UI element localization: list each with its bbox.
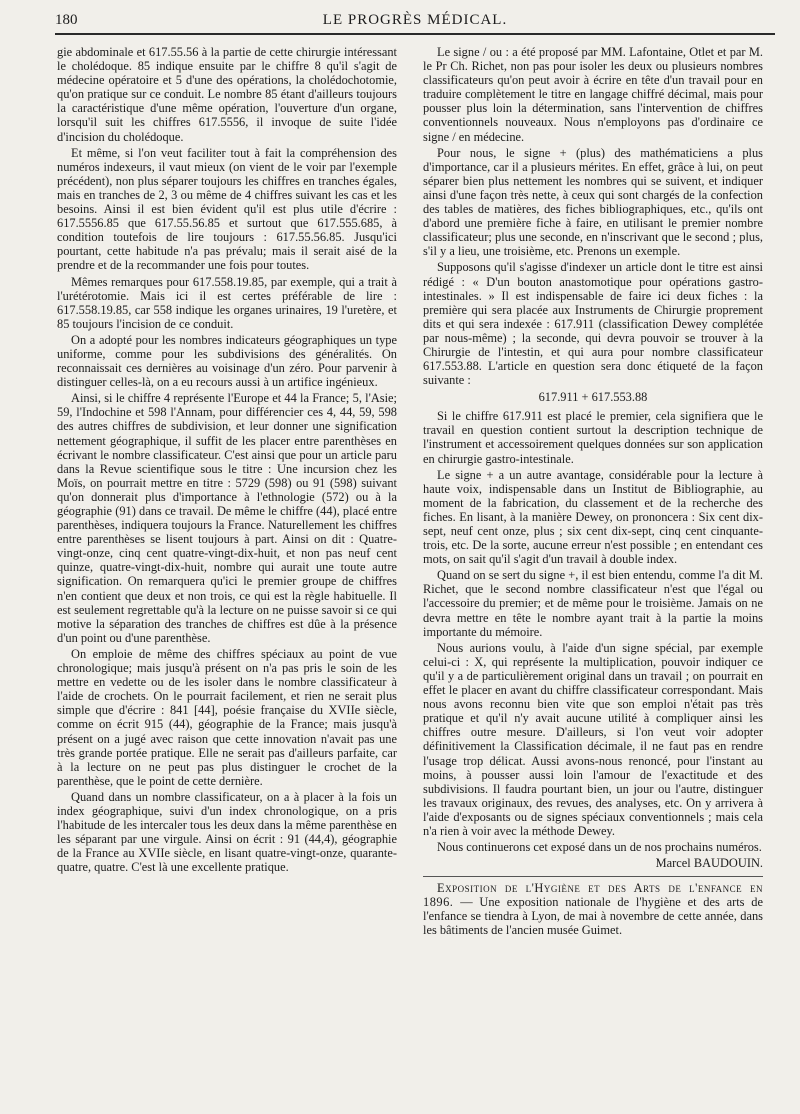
paragraph: Ainsi, si le chiffre 4 représente l'Europe et 44 la France; 5, l'Asie; 59, l'Indochine et 598 l'Annam, pour différencier ces 4, 44, 59, 598 des autres chiffres de subdivision, et leur donner une signification nettement géographique, il suffit de les placer entre parenthèses en écrivant le nombre classificateur. C'est ainsi que pour un article paru dans la Revue scientifique sous le titre : Une incursion chez les Moïs, on pourrait mettre en titre : 5729 (598) ou 91 (598) suivant qu'on donnerait plus d'importance à l'ethnologie (572) ou à la géographie (91) dans ce travail. De même le chiffre (44), placé entre parenthèses, indiquera toujours la France. Naturellement les chiffres entre parenthèses se lisent toujours à part. Ainsi on dit : Quatre-vingt-onze, cinq cent quatre-vingt-dix-huit, et non pas neuf cent quinze, quatre-vingt-dix-huit, nombre qui aurait une toute autre signification. On remarquera qu'ici le premier groupe de chiffres n'en contient que deux et non trois, ce qui est la règle habituelle. Il est seulement regrettable qu'à la lecture on ne puisse savoir si ce qui motive la séparation des tranches de chiffres est dûe à la présence d'un point ou d'une parenthèse. — [57, 391, 397, 645]
paragraph: Quand dans un nombre classificateur, on a à placer à la fois un index géographique, suivi d'un index chronologique, on a pris l'habitude de les intercaler tous les deux dans la même parenthèse en les séparant par une virgule. Ainsi on écrit : 91 (44,4), géographie de la France au XVIIe siècle, en lisant quatre-vingt-onze, quarante-quatre, quatre. C'est là une excellente pratique. — [57, 789, 397, 875]
notice-text: — Une exposition nationale de l'hygiène et des arts de l'enfance se tiendra à Lyon, de mai à novembre de cette année, dans les bâtiments de l'ancien musée Guimet. — [423, 895, 763, 938]
paragraph: Pour nous, le signe + (plus) des mathématiciens a plus d'importance, car il a plusieurs mérites. En effet, grâce à lui, on peut séparer bien plus nettement les nombres qui se suivent, et indiquer ainsi d'une façon très nette, à ceux qui sont chargés de la confection des tables de matières, des fiches bibliographiques, etc., qu'ils ont d'abord une première fiche à faire, en utilisant le premier nombre classificateur; plus une seconde, en n'inscrivant que le second ; plus, s'il y a lieu, une troisième, etc. Prenons un exemple. — [423, 145, 763, 259]
header-rule — [55, 33, 775, 35]
paragraph: Le signe / ou : a été proposé par MM. Lafontaine, Otlet et par M. le Pr Ch. Richet, non pas pour isoler les deux ou plusieurs nombres classificateurs qu'on peut avoir à écrire en tête d'un travail pour en traduire complètement le titre en langage chiffré décimal, mais pour pousser plus loin la détermination, sans l'intervention de chiffres conventionnels nouveaux. Nous n'employons pas d'ordinaire ce signe / en médecine. — [423, 45, 763, 144]
paragraph: Si le chiffre 617.911 est placé le premier, cela signifiera que le travail en question contient surtout la description technique de l'instrument et accessoirement quelques données sur son application en chirurgie gastro-intestinale. — [423, 409, 763, 466]
paragraph: gie abdominale et 617.55.56 à la partie de cette chirurgie intéressant le cholédoque. 85 indique ensuite par le chiffre 8 qu'il s'agit de médecine opératoire et 5 d'une des opérations, la cholédochotomie, qu'on pratique sur ce conduit. Le nombre 85 étant d'ailleurs toujours la caractéristique d'une même opération, l'ouverture d'un organe, lorsqu'il suit les chiffres 617.5556, il invoque de suite l'idée d'incision du cholédoque. — [57, 45, 397, 144]
page-header — [55, 10, 775, 34]
running-title: LE PROGRÈS MÉDICAL. — [322, 12, 508, 28]
notice-title: Exposition de l'Hygiène et des Arts de l'enfance en 1896. — [423, 881, 763, 910]
right-column — [423, 45, 763, 940]
paragraph: Et même, si l'on veut faciliter tout à fait la compréhension des numéros indexeurs, il vaut mieux (on vient de le voir par l'exemple précédent), non plus séparer toujours les chiffres en tranches égales, mais en tranches de 2, 3 ou même de 4 chiffres suivant les cas et les besoins. Ainsi il est bien évident qu'il est plus utile d'écrire : 617.5556.85 que 617.55.56.85 et surtout que 617.555.685, à condition toutefois de lire toujours : 617.55.56.85. Jusqu'ici pourtant, cette habitude n'a pas prévalu; mais il serait aisé de la prendre et de la recommander une fois pour toutes. — [57, 145, 397, 273]
notice-divider — [423, 876, 763, 877]
paragraph: Nous aurions voulu, à l'aide d'un signe spécial, par exemple celui-ci : X, qui représente la multiplication, pouvoir indiquer ce qu'il y a de particulièrement original dans un travail ; on pourrait en effet le placer en avant du chiffre classificateur correspondant. Mais nous avons reconnu bien vite que son emploi n'était pas très pratique et qu'il n'y avait aucune utilité à compliquer ainsi les chiffres outre mesure. D'ailleurs, si l'on veut voir adopter définitivement la Classification décimale, il ne faut pas en rendre l'usage trop délicat. Aussi avons-nous renoncé, pour l'instant au moins, à pousser aussi loin l'amour de l'exactitude et des subdivisions. Il faudra pourtant bien, un jour ou l'autre, distinguer les travaux originaux, des revues, des analyses, etc. On y arrivera à l'aide d'exposants ou de signes spéciaux conventionnels ; mais cela n'a rien à voir avec la méthode Dewey. — [423, 640, 763, 838]
paragraph: Supposons qu'il s'agisse d'indexer un article dont le titre est ainsi rédigé : « D'un bouton anastomotique pour opérations gastro-intestinales. » Il est indispensable de faire ici deux fiches : la première qui sera placée aux Instruments de Chirurgie proprement dits et qui sera indexée : 617.911 (classification Dewey complétée par nous-même) ; la seconde, qui devra pouvoir se trouver à la Chirurgie de l'intestin, et qui aura pour nombre classificateur 617.553.88. L'article en question sera donc étiqueté de la façon suivante : — [423, 260, 763, 388]
paragraph: Nous continuerons cet exposé dans un de nos prochains numéros. — [437, 840, 762, 855]
paragraph: On emploie de même des chiffres spéciaux au point de vue chronologique; mais jusqu'à présent on n'a pas pris le soin de les mettre en vedette ou de les isoler dans le nombre classificateur à l'aide de crochets. On le pourrait facilement, et rien ne serait plus simple que d'écrire : 841 [44], poésie française du XVIIe siècle, comme on écrit 915 (44), géographie de la France; mais jusqu'à présent on a jugé avec raison que cette innovation n'avait pas une très grande portée pratique. Elle ne serait pas d'ailleurs parfaite, car à la lecture on ne peut pas plus distinguer le crochet de la parenthèse, que le point de cette dernière. — [57, 646, 397, 788]
paragraph: Mêmes remarques pour 617.558.19.85, par exemple, qui a trait à l'urétérotomie. Mais ici il est certes préférable de lire : 617.558.19.85, car 558 indique les organes urinaires, 19 l'uretère, et 85 toujours l'incision de ce conduit. — [57, 274, 397, 331]
paragraph: Le signe + a un autre avantage, considérable pour la lecture à haute voix, indispensable dans un Institut de Bibliographie, au moment de la fabrication, du classement et de la recherche des fiches. En lisant, à la manière Dewey, on prononcera : Six cent dix-sept, neuf cent onze, plus ; six cent dix-sept, cinq cent cinquante-trois, etc. De la sorte, aucune erreur n'est possible ; en entendant ces mots, on sait qu'il s'agit d'un travail à double index. — [423, 467, 763, 567]
exposition-notice — [423, 881, 763, 937]
left-column — [57, 45, 397, 876]
author-signature: Marcel BAUDOUIN. — [655, 856, 763, 871]
paragraph: On a adopté pour les nombres indicateurs géographiques un type uniforme, comme pour les subdivisions des généralités. On reconnaissait ces dernières au voisinage d'un zéro. Pour parvenir à distinguer celles-là, on a eu recours aussi à un artifice ingénieux. — [57, 332, 397, 390]
page-number: 180 — [55, 12, 78, 28]
paragraph: Quand on se sert du signe +, il est bien entendu, comme l'a dit M. Richet, que le second nombre classificateur n'est que l'égal ou l'accessoire du premier; et de même pour le troisième. Jamais on ne devra mettre en tête le nombre ayant trait à la partie la moins importante du mémoire. — [423, 568, 763, 639]
classification-formula: 617.911 + 617.553.88 — [538, 390, 648, 405]
